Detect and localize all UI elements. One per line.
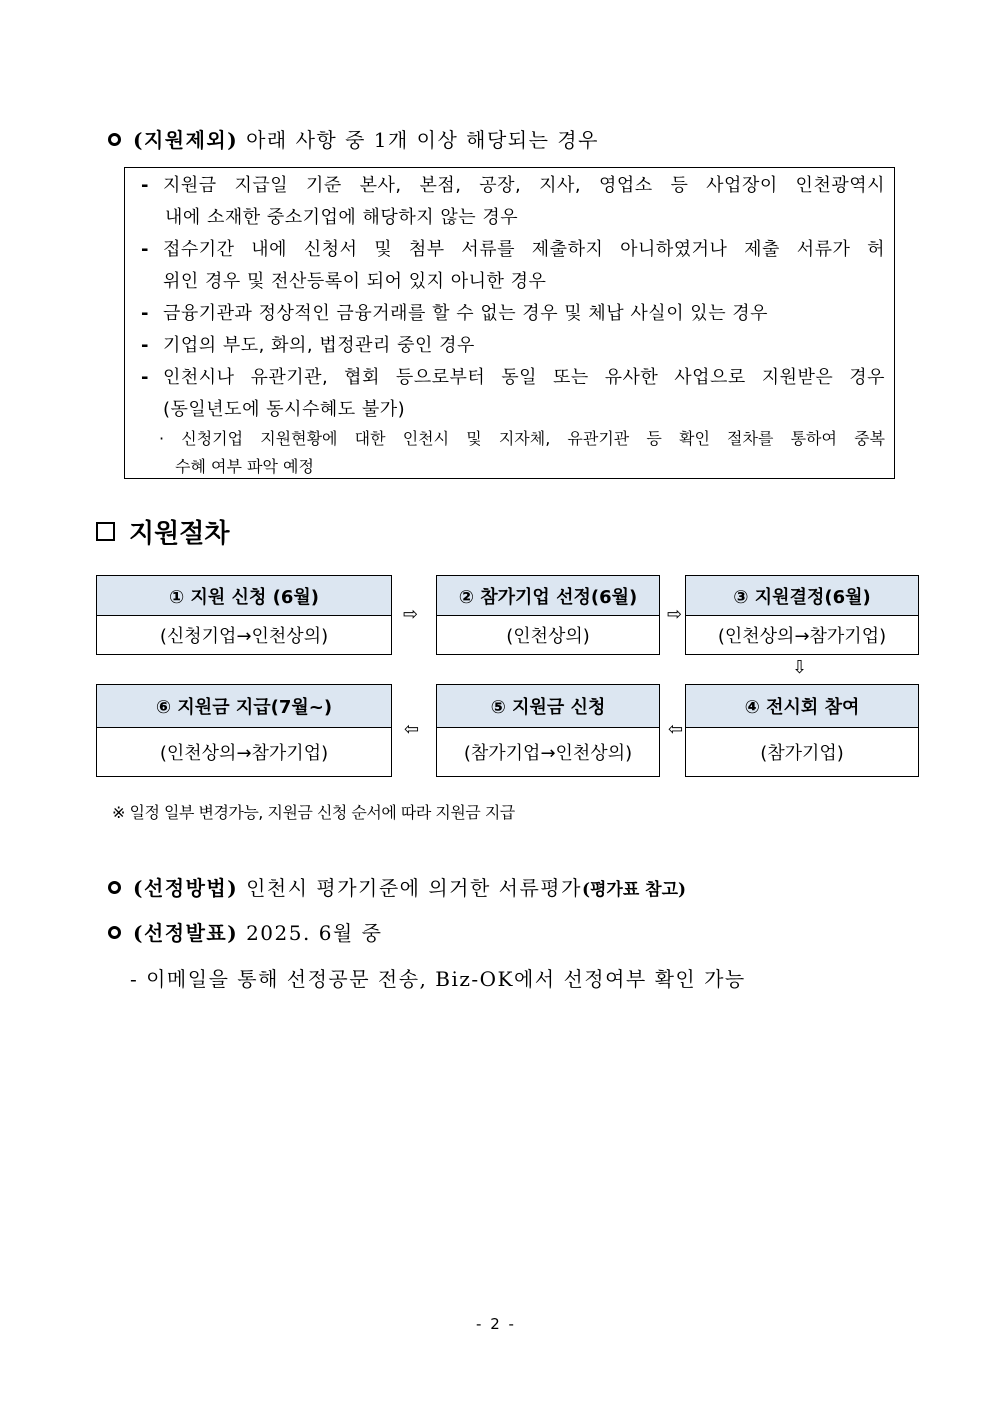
- flow-step-2-body: (인천상의): [506, 626, 590, 647]
- procedure-note: ※ 일정 일부 변경가능, 지원금 신청 순서에 따라 지원금 지급: [112, 803, 515, 822]
- exclusion-item-2: - 접수기간 내에 신청서 및 첨부 서류를 제출하지 아니하였거나 제출 서류가 허: [141, 239, 885, 260]
- flow-step-5-head: ⑤ 지원금 신청: [437, 685, 659, 728]
- selection-method: [108, 872, 686, 901]
- flow-step-3-body: (인천상의→참가기업): [717, 626, 887, 647]
- circle-bullet-icon: [108, 881, 121, 894]
- flow-step-3: [685, 575, 919, 655]
- square-bullet-icon: [96, 522, 115, 541]
- exclusion-item-1: - 지원금 지급일 기준 본사, 본점, 공장, 지사, 영업소 등 사업장이 인천광역시: [141, 175, 885, 196]
- selection-announce: [108, 917, 382, 946]
- flow-step-4-body: (참가기업): [760, 743, 844, 764]
- flow-step-4-head: ④ 전시회 참여: [686, 685, 918, 728]
- left-arrow-icon: ⇦: [668, 719, 684, 740]
- exclusion-note-cont: 수혜 여부 파악 예정: [175, 457, 314, 476]
- selection-announce-detail: - 이메일을 통해 선정공문 전송, Biz-OK에서 선정여부 확인 가능: [130, 967, 746, 991]
- flow-step-2-head: ② 참가기업 선정(6월): [437, 576, 659, 616]
- flow-step-6-body: (인천상의→참가기업): [159, 743, 329, 764]
- procedure-title: 지원절차: [96, 513, 229, 550]
- exclusion-item-2-cont: 위인 경우 및 전산등록이 되어 있지 아니한 경우: [163, 271, 547, 292]
- exclusion-item-1-cont: 내에 소재한 중소기업에 해당하지 않는 경우: [165, 207, 519, 228]
- selection-method-text: 인천시 평가기준에 의거한 서류평가: [246, 876, 582, 900]
- selection-method-ref: (평가표 참고): [581, 880, 687, 900]
- exclusion-item-5: - 인천시나 유관기관, 협회 등으로부터 동일 또는 유사한 사업으로 지원받은 경우: [141, 367, 885, 388]
- flow-step-1: [96, 575, 392, 655]
- right-arrow-icon: ⇨: [403, 604, 419, 625]
- circle-bullet-icon: [108, 926, 121, 939]
- circle-bullet-icon: [108, 133, 121, 146]
- left-arrow-icon: ⇦: [404, 719, 420, 740]
- flow-step-3-head: ③ 지원결정(6월): [686, 576, 918, 616]
- exclusion-box: [124, 167, 895, 479]
- selection-announce-label: (선정발표): [133, 921, 239, 945]
- page-number: - 2 -: [476, 1315, 516, 1333]
- down-arrow-icon: ⇩: [792, 657, 808, 678]
- exclusion-label: (지원제외): [133, 128, 239, 152]
- exclusion-item-5-cont: (동일년도에 동시수혜도 불가): [163, 399, 406, 420]
- exclusion-text: 아래 사항 중 1개 이상 해당되는 경우: [246, 128, 599, 152]
- flow-step-4: [685, 684, 919, 777]
- exclusion-heading: [108, 124, 599, 153]
- selection-announce-text: 2025. 6월 중: [246, 921, 383, 945]
- flow-step-6-head: ⑥ 지원금 지급(7월~): [97, 685, 391, 728]
- exclusion-item-3: - 금융기관과 정상적인 금융거래를 할 수 없는 경우 및 체납 사실이 있는 경우: [141, 303, 769, 324]
- flow-step-1-body: (신청기업→인천상의): [159, 626, 329, 647]
- flow-step-6: [96, 684, 392, 777]
- flow-step-5-body: (참가기업→인천상의): [463, 743, 633, 764]
- right-arrow-icon: ⇨: [667, 604, 683, 625]
- flow-step-2: [436, 575, 660, 655]
- exclusion-note: · 신청기업 지원현황에 대한 인천시 및 지자체, 유관기관 등 확인 절차를 통하여 중복: [159, 429, 885, 448]
- flow-step-1-head: ① 지원 신청 (6월): [97, 576, 391, 616]
- selection-method-label: (선정방법): [133, 876, 239, 900]
- flow-step-5: [436, 684, 660, 777]
- exclusion-item-4: - 기업의 부도, 화의, 법정관리 중인 경우: [141, 335, 475, 356]
